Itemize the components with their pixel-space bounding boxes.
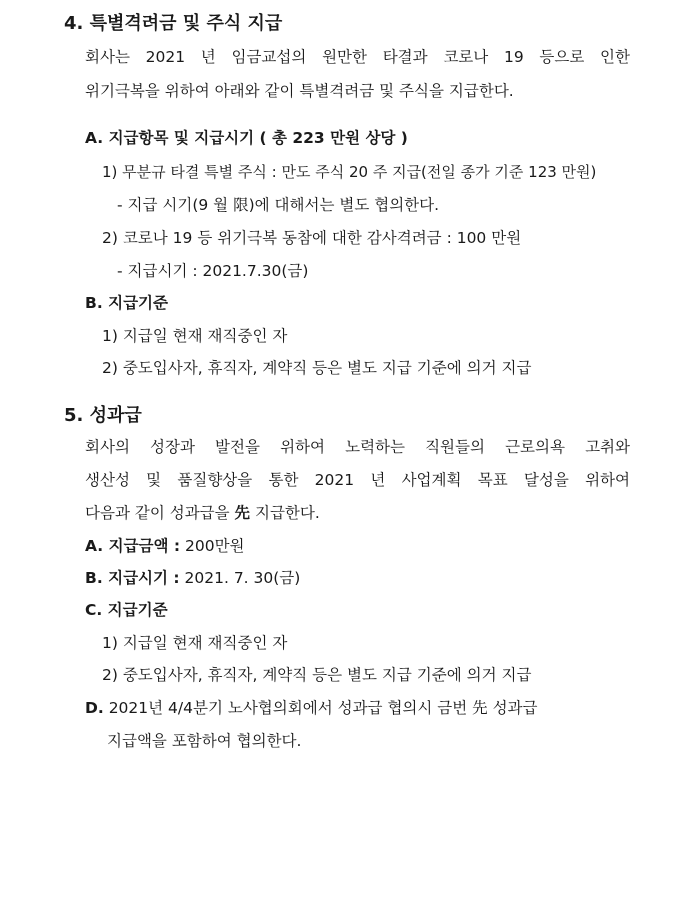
section-5a-row: [85, 535, 245, 557]
section-4a-item-1: 1) 무분규 타결 특별 주식 : 만도 주식 20 주 지급(전일 종가 기준 123 만원): [102, 163, 597, 181]
section-5b-row: [85, 567, 300, 589]
section-5d-row: [85, 697, 538, 719]
section-5b-label: B. 지급시기 :: [85, 569, 180, 587]
section-5-intro-line-2: 생산성 및 품질향상을 통한 2021 년 사업계획 목표 달성을 위하여: [85, 471, 630, 489]
section-5c-heading: C. 지급기준: [85, 601, 168, 619]
section-4b-heading: B. 지급기준: [85, 294, 168, 312]
section-5c-item-2: 2) 중도입사자, 휴직자, 계약직 등은 별도 지급 기준에 의거 지급: [102, 666, 532, 684]
intro-text-end: 지급한다.: [250, 504, 320, 522]
section-4a-item-2-note: - 지급시기 : 2021.7.30(금): [117, 262, 309, 280]
section-5b-value: 2021. 7. 30(금): [179, 569, 301, 587]
advance-marker: 先: [234, 504, 251, 522]
section-4-heading: 4. 특별격려금 및 주식 지급: [64, 13, 283, 34]
section-5a-value: 200만원: [180, 537, 245, 555]
section-4a-item-2: 2) 코로나 19 등 위기극복 동참에 대한 감사격려금 : 100 만원: [102, 229, 522, 247]
section-4a-heading: A. 지급항목 및 지급시기 ( 총 223 만원 상당 ): [85, 129, 408, 147]
section-5c-item-1: 1) 지급일 현재 재직중인 자: [102, 634, 288, 652]
section-4a-item-1-note: - 지급 시기(9 월 限)에 대해서는 별도 협의한다.: [117, 196, 440, 214]
section-4-intro-line-2: 위기극복을 위하여 아래와 같이 특별격려금 및 주식을 지급한다.: [85, 82, 514, 100]
section-5d-line-1: 2021년 4/4분기 노사협의회에서 성과급 협의시 금번 先 성과급: [103, 699, 538, 717]
intro-text: 다음과 같이 성과급을: [85, 504, 235, 522]
section-5-intro-line-1: 회사의 성장과 발전을 위하여 노력하는 직원들의 근로의욕 고취와: [85, 438, 630, 456]
section-5-intro-line-3: [85, 502, 320, 524]
section-5-heading: 5. 성과급: [64, 405, 142, 426]
section-4-intro-line-1: 회사는 2021 년 임금교섭의 원만한 타결과 코로나 19 등으로 인한: [85, 48, 630, 66]
section-5d-label: D.: [85, 699, 104, 717]
section-5d-line-2: 지급액을 포함하여 협의한다.: [107, 732, 302, 750]
section-5a-label: A. 지급금액 :: [85, 537, 181, 555]
section-4b-item-2: 2) 중도입사자, 휴직자, 계약직 등은 별도 지급 기준에 의거 지급: [102, 359, 532, 377]
section-4b-item-1: 1) 지급일 현재 재직중인 자: [102, 327, 288, 345]
